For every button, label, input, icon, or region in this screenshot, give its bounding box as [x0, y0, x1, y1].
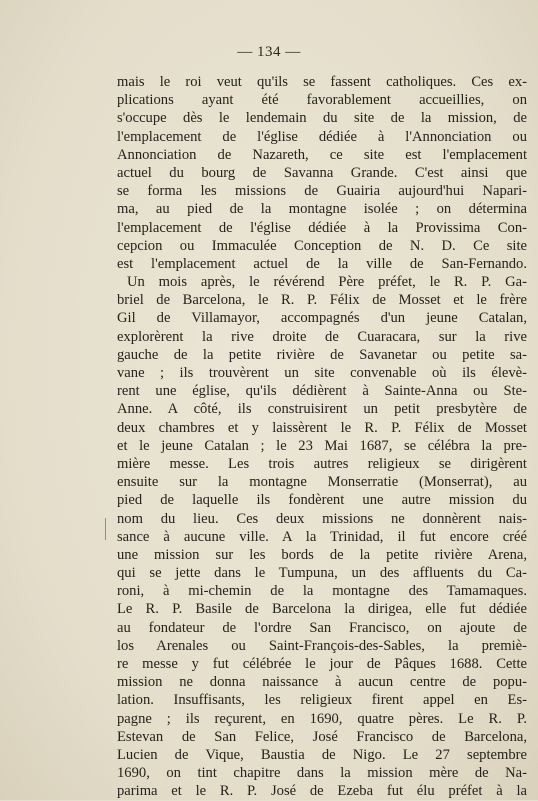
text-line: los Arenales ou Saint-François-des-Sables, la premiè-: [117, 637, 527, 654]
text-line: et le jeune Catalan ; le 23 Mai 1687, se célébra la pre-: [117, 437, 527, 454]
text-line: deux chambres et y laissèrent le R. P. Félix de Mosset: [117, 419, 527, 436]
margin-pencil-mark: [105, 518, 106, 540]
text-line: Le R. P. Basile de Barcelona la dirigea, elle fut dédiée: [117, 601, 527, 618]
text-line: se forma les missions de Guairia aujourd'hui Napari-: [117, 183, 527, 200]
text-line: cepcion ou Immaculée Conception de N. D. Ce site: [117, 237, 527, 254]
text-line: mière messe. Les trois autres religieux se dirigèrent: [117, 455, 527, 472]
text-line: plications ayant été favorablement accueillies, on: [117, 92, 527, 109]
page-number: — 134 —: [237, 44, 301, 60]
text-line: ensuite sur la montagne Monserratie (Monserrat), au: [117, 474, 527, 491]
text-line: ma, au pied de la montagne isolée ; on détermina: [117, 201, 527, 218]
text-line: Annonciation de Nazareth, ce site est l'emplacement: [117, 146, 527, 163]
text-line: lation. Insuffisants, les religieux firent appel en Es-: [117, 692, 527, 709]
text-line: roni, à mi-chemin de la montagne des Tamamaques.: [117, 583, 527, 600]
text-line: l'emplacement de l'église dédiée à l'Annonciation ou: [117, 128, 527, 145]
text-line: pied de laquelle ils fondèrent une autre mission du: [117, 492, 527, 509]
body-text: [117, 73, 527, 801]
text-line: au fondateur de l'ordre San Francisco, on ajoute de: [117, 619, 527, 636]
text-line: l'emplacement de l'église dédiée à la Provissima Con-: [117, 219, 527, 236]
text-line: une mission sur les bords de la petite rivière Arena,: [117, 546, 527, 563]
text-line: explorèrent la rive droite de Cuaracara, sur la rive: [117, 328, 527, 345]
text-line: rent une église, qu'ils dédièrent à Sainte-Anna ou Ste-: [117, 383, 527, 400]
text-line: briel de Barcelona, le R. P. Félix de Mosset et le frère: [117, 292, 527, 309]
text-line: mission ne donna naissance à aucun centre de popu-: [117, 674, 527, 691]
text-line: sance à aucune ville. A la Trinidad, il fut encore créé: [117, 528, 527, 545]
text-line: est l'emplacement actuel de la ville de San-Fernando.: [117, 255, 527, 272]
text-line: pagne ; ils reçurent, en 1690, quatre pères. Le R. P.: [117, 710, 527, 727]
text-line: vane ; ils trouvèrent un site convenable où ils élevè-: [117, 365, 527, 381]
text-line: 1690, on tint chapitre dans la mission mère de Na-: [117, 765, 527, 782]
text-line: s'occupe dès le lendemain du site de la mission, de: [117, 110, 527, 127]
text-line: Gil de Villamayor, accompagnés d'un jeune Catalan,: [117, 310, 527, 327]
text-line: Lucien de Vique, Baustia de Nigo. Le 27 septembre: [117, 746, 527, 763]
text-line: qui se jette dans le Tumpuna, un des affluents du Ca-: [117, 565, 527, 582]
text-line: Estevan de San Felice, José Francisco de Barcelona,: [117, 728, 527, 745]
text-line: parima et le R. P. José de Ezeba fut élu préfet à la: [117, 783, 527, 800]
text-line: Anne. A côté, ils construisirent un petit presbytère de: [117, 401, 527, 418]
text-line: Un mois après, le révérend Père préfet, le R. P. Ga-: [127, 274, 527, 291]
text-line: gauche de la petite rivière de Savanetar ou petite sa-: [117, 346, 527, 363]
text-line: nom du lieu. Ces deux missions ne donnèrent nais-: [117, 510, 527, 527]
text-line: actuel du bourg de Savanna Grande. C'est ainsi que: [117, 164, 527, 181]
text-line: re messe y fut célébrée le jour de Pâques 1688. Cette: [117, 656, 527, 672]
text-line: mais le roi veut qu'ils se fassent catholiques. Ces ex-: [117, 74, 527, 90]
